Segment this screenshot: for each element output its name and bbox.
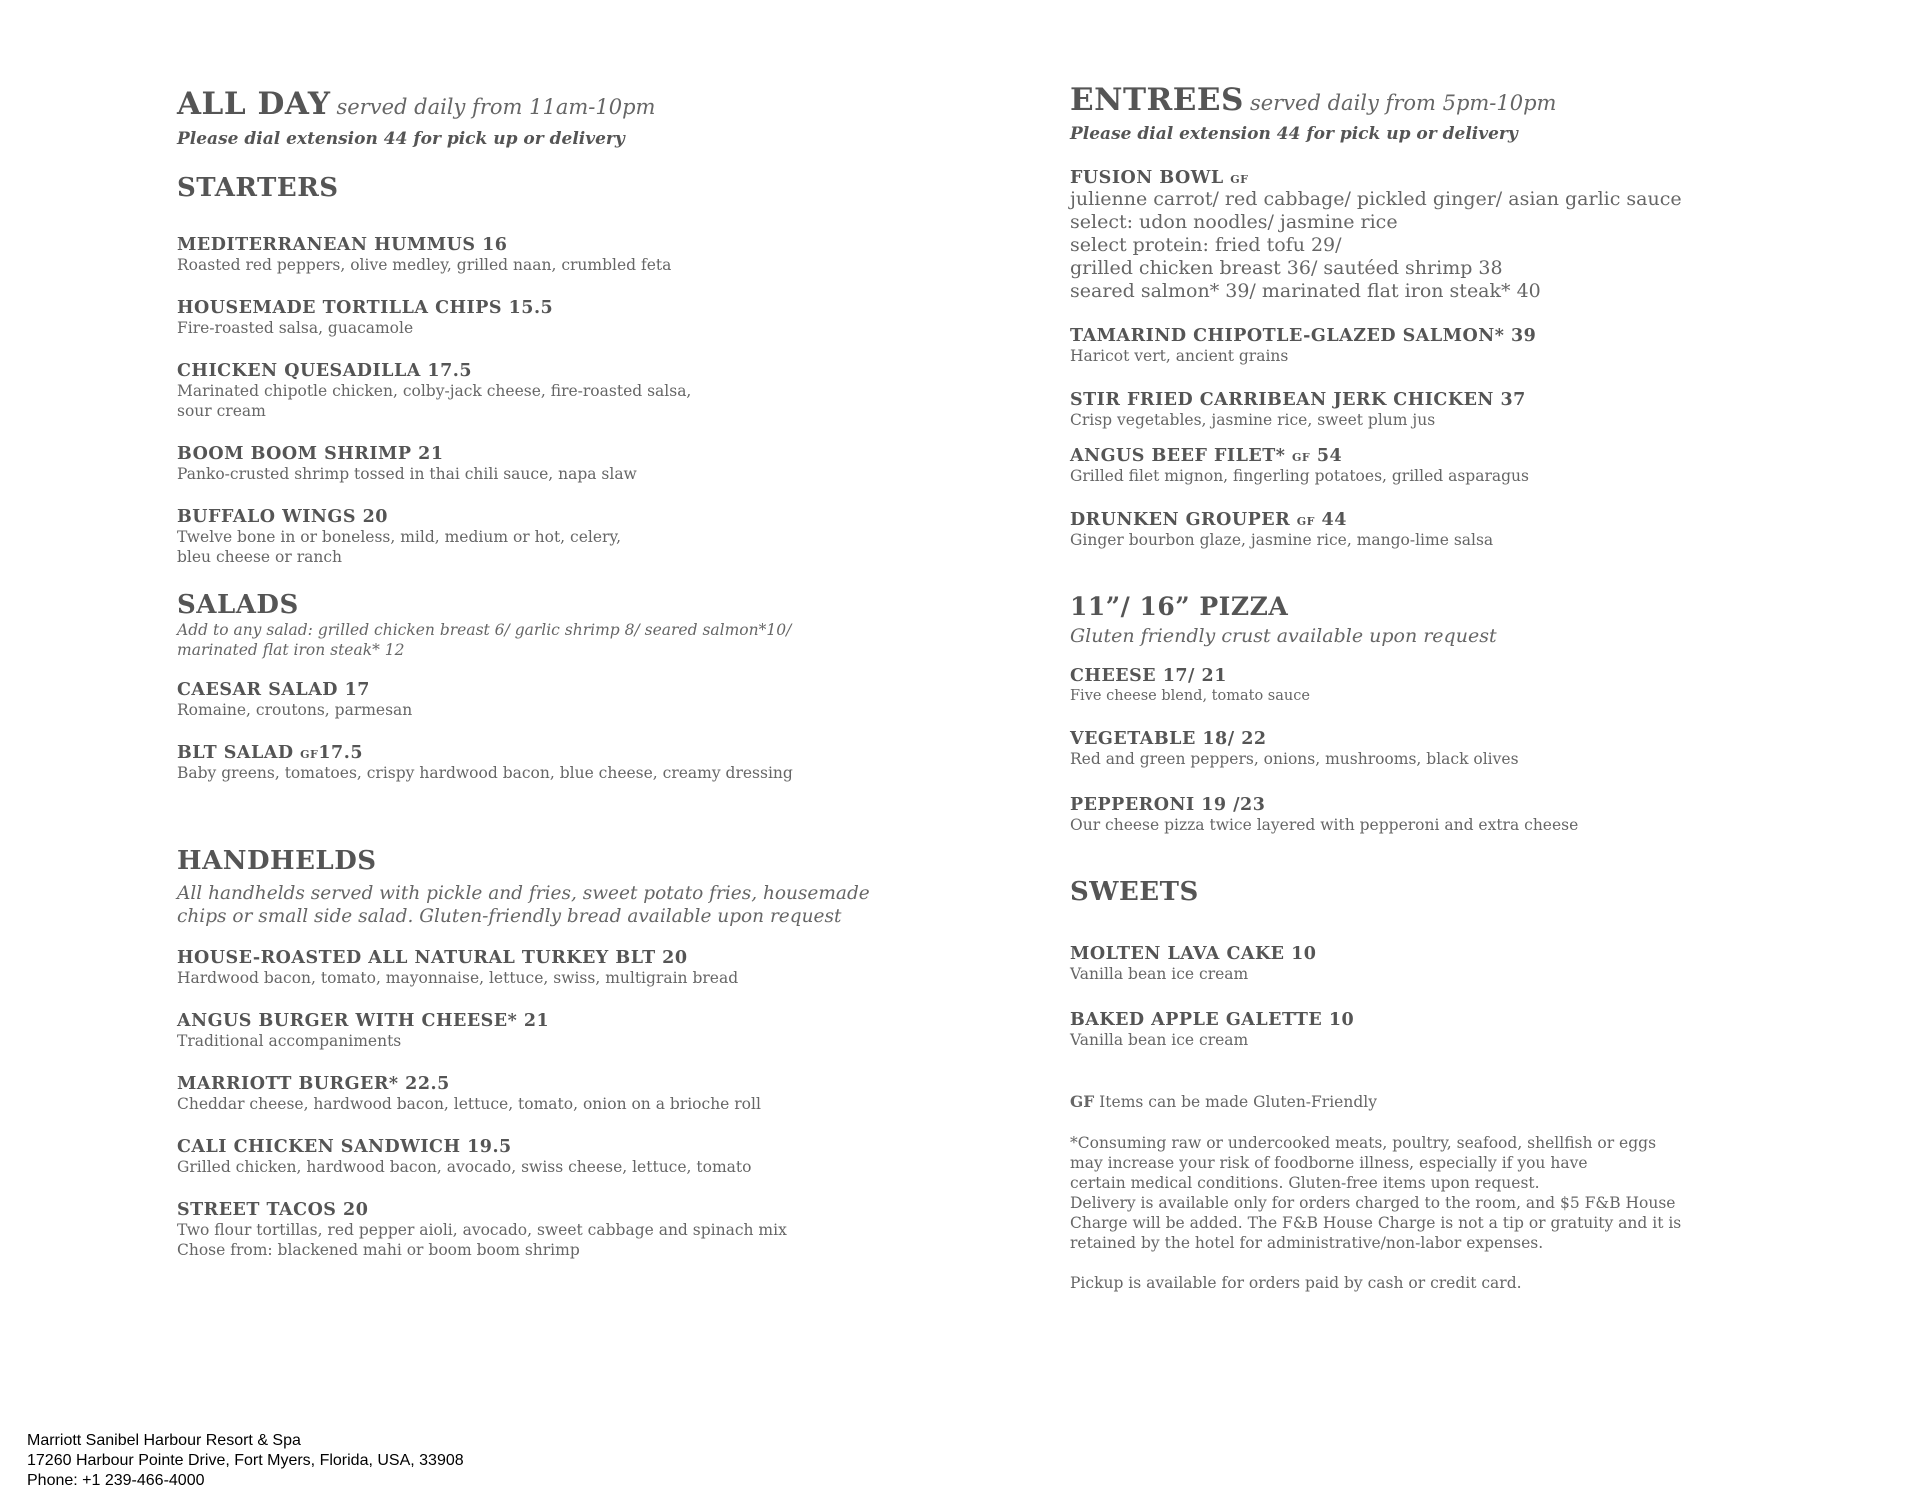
disclaimer-line: certain medical conditions. Gluten-free items upon request.	[1070, 1174, 1540, 1192]
item-desc: sour cream	[177, 402, 266, 420]
item-name-text: BLT SALAD	[177, 743, 301, 763]
menu-item	[177, 1200, 787, 1260]
gf-badge: GF	[1296, 515, 1315, 528]
gf-badge: GF	[1230, 173, 1249, 186]
item-name: MOLTEN LAVA CAKE 10	[1070, 944, 1317, 964]
item-desc: Crisp vegetables, jasmine rice, sweet plum jus	[1070, 411, 1436, 429]
item-desc: Romaine, croutons, parmesan	[177, 701, 413, 719]
disclaimer-line: may increase your risk of foodborne illness, especially if you have	[1070, 1154, 1588, 1172]
fusion-bowl-item	[1070, 168, 1682, 303]
item-desc: Traditional accompaniments	[177, 1032, 402, 1050]
menu-item	[177, 235, 671, 275]
item-desc: Our cheese pizza twice layered with pepperoni and extra cheese	[1070, 816, 1579, 834]
entrees-hours: served daily from 5pm-10pm	[1249, 91, 1557, 115]
hotel-phone: Phone: +1 239-466-4000	[27, 1472, 205, 1489]
entrees-title: ENTREES	[1070, 82, 1244, 118]
item-name: BOOM BOOM SHRIMP 21	[177, 444, 444, 464]
item-name: ANGUS BURGER WITH CHEESE* 21	[177, 1011, 550, 1031]
menu-item	[177, 680, 412, 720]
menu-item	[1070, 446, 1529, 486]
menu-item	[177, 1137, 751, 1177]
hotel-footer	[27, 1431, 464, 1491]
item-name: CHEESE 17/ 21	[1070, 666, 1227, 686]
item-desc: Cheddar cheese, hardwood bacon, lettuce, tomato, onion on a brioche roll	[177, 1095, 761, 1113]
salads-note	[177, 620, 791, 660]
item-name: MARRIOTT BURGER* 22.5	[177, 1074, 450, 1094]
menu-item	[177, 1074, 761, 1114]
item-desc: Roasted red peppers, olive medley, grilled naan, crumbled feta	[177, 256, 672, 274]
item-desc: Marinated chipotle chicken, colby-jack cheese, fire-roasted salsa,	[177, 382, 692, 400]
handhelds-title: HANDHELDS	[177, 846, 377, 876]
pickup-note: Pickup is available for orders paid by cash or credit card.	[1070, 1274, 1522, 1292]
item-name	[1070, 168, 1682, 188]
item-desc: Grilled filet mignon, fingerling potatoes, grilled asparagus	[1070, 467, 1529, 485]
item-desc: Two flour tortillas, red pepper aioli, avocado, sweet cabbage and spinach mix	[177, 1221, 787, 1239]
item-name: BUFFALO WINGS 20	[177, 507, 388, 527]
salads-note-line: marinated flat iron steak* 12	[177, 641, 405, 659]
item-name: TAMARIND CHIPOTLE-GLAZED SALMON* 39	[1070, 326, 1537, 346]
fusion-bowl-line: grilled chicken breast 36/ sautéed shrimp 38	[1070, 257, 1503, 279]
fusion-bowl-line: select protein: fried tofu 29/	[1070, 234, 1342, 256]
menu-item	[1070, 390, 1526, 430]
item-name	[177, 743, 793, 763]
disclaimer	[1070, 1133, 1681, 1253]
all-day-title: ALL DAY	[177, 86, 331, 122]
all-day-header	[177, 86, 655, 122]
item-name-text: FUSION BOWL	[1070, 168, 1224, 188]
menu-item	[177, 507, 621, 567]
item-name: STIR FRIED CARRIBEAN JERK CHICKEN 37	[1070, 390, 1526, 410]
item-price: 54	[1310, 446, 1343, 466]
menu-item	[177, 1011, 549, 1051]
item-name: PEPPERONI 19 /23	[1070, 795, 1266, 815]
item-name: STREET TACOS 20	[177, 1200, 369, 1220]
pizza-note: Gluten friendly crust available upon request	[1070, 625, 1497, 647]
item-name-text: ANGUS BEEF FILET*	[1070, 446, 1293, 466]
item-desc: Ginger bourbon glaze, jasmine rice, mango-lime salsa	[1070, 531, 1494, 549]
all-day-hours: served daily from 11am-10pm	[336, 95, 656, 119]
item-desc: Hardwood bacon, tomato, mayonnaise, lettuce, swiss, multigrain bread	[177, 969, 739, 987]
gf-badge: GF	[300, 748, 319, 761]
menu-item	[1070, 729, 1519, 769]
item-name	[1070, 446, 1529, 466]
menu-item	[1070, 795, 1578, 835]
fusion-bowl-line: julienne carrot/ red cabbage/ pickled ginger/ asian garlic sauce	[1070, 188, 1682, 210]
handhelds-note-line: chips or small side salad. Gluten-friendly bread available upon request	[177, 906, 842, 927]
item-desc: Vanilla bean ice cream	[1070, 965, 1249, 983]
menu-item	[1070, 666, 1310, 706]
salads-note-line: Add to any salad: grilled chicken breast 6/ garlic shrimp 8/ seared salmon*10/	[177, 621, 792, 639]
sweets-title: SWEETS	[1070, 877, 1199, 907]
item-desc: Grilled chicken, hardwood bacon, avocado, swiss cheese, lettuce, tomato	[177, 1158, 752, 1176]
entrees-dial-note: Please dial extension 44 for pick up or delivery	[1070, 124, 1518, 144]
hotel-address: 17260 Harbour Pointe Drive, Fort Myers, Florida, USA, 33908	[27, 1452, 464, 1469]
gf-legend-text: Items can be made Gluten-Friendly	[1094, 1093, 1377, 1111]
item-price: 17.5	[318, 743, 363, 763]
gf-legend	[1070, 1092, 1377, 1112]
pizza-title: 11”/ 16” PIZZA	[1070, 592, 1289, 621]
item-desc: Twelve bone in or boneless, mild, medium or hot, celery,	[177, 528, 622, 546]
handhelds-note-line: All handhelds served with pickle and fries, sweet potato fries, housemade	[177, 883, 870, 904]
disclaimer-line: Delivery is available only for orders charged to the room, and $5 F&B House	[1070, 1194, 1676, 1212]
item-desc: Vanilla bean ice cream	[1070, 1031, 1249, 1049]
item-desc: Red and green peppers, onions, mushrooms, black olives	[1070, 750, 1519, 768]
item-desc: Chose from: blackened mahi or boom boom shrimp	[177, 1241, 580, 1259]
entrees-header	[1070, 82, 1556, 118]
item-desc: Five cheese blend, tomato sauce	[1070, 688, 1310, 704]
all-day-dial-note: Please dial extension 44 for pick up or delivery	[177, 129, 625, 149]
item-name	[1070, 510, 1493, 530]
handhelds-note	[177, 882, 870, 928]
menu-item	[1070, 510, 1493, 550]
gf-badge: GF	[1292, 451, 1311, 464]
menu-item	[177, 298, 553, 338]
item-desc: Baby greens, tomatoes, crispy hardwood bacon, blue cheese, creamy dressing	[177, 764, 793, 782]
item-price: 44	[1314, 510, 1347, 530]
hotel-name: Marriott Sanibel Harbour Resort & Spa	[27, 1432, 301, 1449]
item-name: CAESAR SALAD 17	[177, 680, 370, 700]
gf-legend-label: GF	[1070, 1092, 1095, 1111]
fusion-bowl-line: select: udon noodles/ jasmine rice	[1070, 211, 1398, 233]
item-name-text: DRUNKEN GROUPER	[1070, 510, 1297, 530]
menu-item	[1070, 1010, 1354, 1050]
item-name: CALI CHICKEN SANDWICH 19.5	[177, 1137, 512, 1157]
item-name: MEDITERRANEAN HUMMUS 16	[177, 235, 508, 255]
menu-item	[177, 361, 691, 421]
menu-item	[1070, 944, 1316, 984]
item-desc: bleu cheese or ranch	[177, 548, 342, 566]
item-name: HOUSEMADE TORTILLA CHIPS 15.5	[177, 298, 554, 318]
menu-item	[1070, 326, 1536, 366]
menu-item	[177, 948, 738, 988]
item-name: HOUSE-ROASTED ALL NATURAL TURKEY BLT 20	[177, 948, 688, 968]
disclaimer-line: *Consuming raw or undercooked meats, poultry, seafood, shellfish or eggs	[1070, 1134, 1657, 1152]
fusion-bowl-line: seared salmon* 39/ marinated flat iron steak* 40	[1070, 280, 1541, 302]
item-desc: Haricot vert, ancient grains	[1070, 347, 1289, 365]
item-name: VEGETABLE 18/ 22	[1070, 729, 1267, 749]
item-desc: Panko-crusted shrimp tossed in thai chili sauce, napa slaw	[177, 465, 637, 483]
menu-item	[177, 743, 793, 783]
menu-item	[177, 444, 637, 484]
item-desc: Fire-roasted salsa, guacamole	[177, 319, 414, 337]
salads-title: SALADS	[177, 590, 299, 620]
disclaimer-line: retained by the hotel for administrative/non-labor expenses.	[1070, 1234, 1544, 1252]
starters-title: STARTERS	[177, 173, 339, 203]
item-name: BAKED APPLE GALETTE 10	[1070, 1010, 1355, 1030]
item-name: CHICKEN QUESADILLA 17.5	[177, 361, 473, 381]
disclaimer-line: Charge will be added. The F&B House Charge is not a tip or gratuity and it is	[1070, 1214, 1682, 1232]
